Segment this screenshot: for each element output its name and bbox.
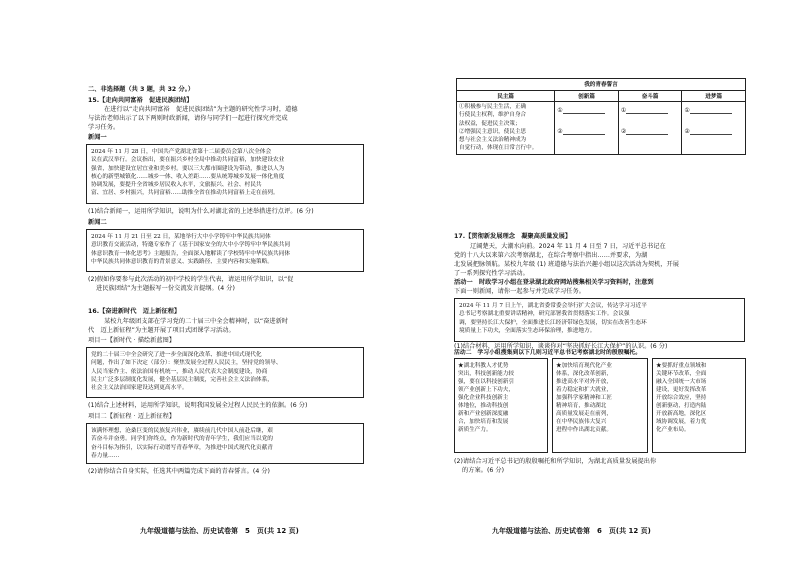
oath-header-innovation: 创新篇: [555, 91, 619, 102]
card-line: 领产业创新上下功夫，: [458, 387, 514, 393]
q17-news-line: 总书记考察湖北重要讲话精神，研究部署我省贯彻落实工作。会议强: [459, 311, 630, 318]
q16-task1: (1)结合上述材料，运用所学知识，说明我国发展全过程人民民主的依据。(6 分): [88, 402, 308, 409]
card-line: 推进高水平对外开放，: [556, 379, 612, 385]
oath-example-line: 想与社会主义法治精神成为: [459, 137, 527, 144]
q17-heading: 17.【贯彻新发展理念 凝聚高质量发展】: [454, 233, 572, 240]
card-line: ★要抓好重点领域和: [656, 363, 707, 369]
q17-intro-line: 党的十八大以来第六次考察湖北，在综合考察中指出……并要求，为湖: [454, 252, 648, 259]
project1-line: 社会主义法治国家建设达到更高水平。: [91, 385, 188, 392]
card-line: 化产业布局。: [656, 427, 690, 433]
oath-header-dream: 进梦篇: [682, 91, 746, 102]
answer-mark: ①: [620, 107, 627, 114]
card-line: 合，加快培育和发展: [458, 419, 509, 425]
activity1-line: 活动一 时政学习小组在登录湖北政府网站搜集相关学习资料时，注意到: [454, 279, 654, 286]
q17-task1: (1)结合材料，运用所学知识，谈谈你对“坚决抓好长江大保护”的认识。(6 分): [454, 343, 668, 350]
news2-title: 新闻二: [88, 219, 107, 226]
card-line: 关键环节改革，全面: [656, 371, 707, 377]
oath-header-democracy: 民主篇: [457, 91, 555, 102]
section-title: 二、非选择题（共 3 题，共 32 分。）: [88, 86, 195, 93]
answer-mark: ②: [620, 128, 627, 135]
project1-line: 党的二十届三中全会研究了进一步全面深化改革、推进中国式现代化: [91, 352, 262, 358]
card-line: 开放新高地，深化区: [656, 411, 707, 417]
answer-blank[interactable]: [690, 128, 732, 135]
card-line: 开放综合效应，坚持: [656, 395, 707, 401]
q16-heading: 16.【奋进新时代 迈上新征程】: [88, 308, 181, 315]
card-line: 精神培育，推动湖北: [556, 403, 607, 409]
card-line: 突出，科技创新能力较: [458, 371, 514, 377]
answer-mark: ①: [557, 107, 563, 114]
project2-line: 春力量……: [91, 452, 120, 459]
q15-intro-line: 与法治老师出示了以下两则时政新闻，请你与同学们一起进行探究并完成: [88, 115, 288, 122]
card-industry-system: [552, 358, 648, 453]
project2-box: [86, 423, 364, 464]
news1-line: 核心的新型城镇化……城乡一体、收入差距……要从统筹城乡发展一体化角度: [91, 173, 285, 180]
q16-task2: (2)请你结合自身实际，任选其中两篇完成下面的青春誓言。(4 分): [88, 468, 271, 475]
card-line: 新质生产力。: [458, 427, 492, 433]
news1-line: 议在武汉举行。会议指出，要在振兴乡村全局中推动共同富裕，加快建设农业: [91, 157, 285, 164]
project1-line: 民主广泛多层制度化发展，健全基层民主制度，完善社会主义法治体系，: [91, 376, 273, 383]
oath-example-line: ①积极参与民主生活，正确: [459, 104, 527, 110]
project2-line: 该满怀理想，沧桑巨变的民族复兴伟业，赓续前几代中国人前赴后继，艰: [91, 428, 273, 434]
answer-blank[interactable]: [563, 128, 605, 135]
news2-line: 2024 年 11 月 21 日至 22 日，某地举行大中小学铸牢中华民族共同体: [91, 234, 271, 240]
answer-blank[interactable]: [563, 107, 605, 114]
q17-news-line: 2024 年 11 月 7 日上午，湖北省委常委会举行扩大会议，传达学习习近平: [459, 303, 647, 309]
card-line: 创新驱动，打造内陆: [656, 403, 707, 409]
oath-example-line: ②增强民主意识，使民主思: [459, 128, 527, 135]
card-line: 着力稳定和扩大就业，: [556, 387, 612, 393]
news2-box: [86, 229, 364, 272]
answer-mark: ②: [684, 128, 690, 135]
card-line: ★加快培育现代化产业: [556, 363, 612, 369]
project2-line: 苦奋斗并奋勇。同学们你终点，作为新时代的青年学生，我们应当以党的: [91, 436, 273, 443]
news1-line: 强省，加快建设宜居宜业和美乡村。要以三大都市圈建设为带动，推进以人为: [91, 165, 285, 172]
project2-line: 奋斗目标为指引，以实际行动谱写青春华章，为推进中国式现代化贡献青: [91, 444, 273, 451]
card-line: 强，要在以科技创新引: [458, 379, 514, 385]
card-line: 强化企业科技创新主: [458, 395, 509, 401]
card-line: 融入全国统一大市场: [656, 379, 707, 385]
q17-task2: (2)请结合习近平总书记的殷殷嘱托和所学知识，为湖北高质量发展提出你: [454, 458, 657, 465]
news2-line: 意识教育交流活动，特邀专家作了《基于国家安全的大中小学铸牢中华民族共同: [91, 242, 291, 249]
answer-mark: ①: [684, 107, 690, 114]
oath-example-line: 行使民主权利，维护自身合: [459, 112, 527, 119]
q15-intro-line: 学习任务。: [88, 124, 120, 131]
card-line: 进程中作出湖北贡献。: [556, 427, 612, 433]
news2-line: 体意识教育一体化思考》主题报告，全面深入地解读了学校铸牢中华民族共同体: [91, 250, 291, 257]
project2-title: 项目二【新征程 · 迈上新征程】: [88, 413, 176, 420]
card-line: 新和产业创新深度融: [458, 411, 509, 417]
q17-task2: 的方案。(6 分): [462, 467, 505, 474]
card-science-talent: [454, 358, 548, 453]
oath-table: [456, 78, 746, 155]
news1-line: 富、宜居、乡村振兴，共同富裕……助推全省在推动共同富裕上走在前列。: [91, 190, 279, 197]
q17-intro-line: 辽阔楚天，大潮水向前。2024 年 11 月 4 日至 7 日，习近平总书记在: [470, 243, 666, 250]
card-reform: [652, 358, 746, 453]
q15-heading: 15.【走向共同富裕 促进民族团结】: [88, 97, 193, 104]
card-line: 加强科学家精神和工匠: [556, 395, 612, 401]
activity1-line: 下面一则新闻，请你一起参与并完成学习任务。: [454, 288, 585, 295]
exam-page-6: [397, 0, 794, 561]
news1-title: 新闻一: [88, 134, 107, 141]
q17-news-line: 境质量上下功夫，全面落实生态环保治理，推进地方。: [459, 327, 596, 334]
news1-line: 2024 年 11 月 28 日，中国共产党湖北省第十二届委员会第八次全体会: [91, 149, 272, 155]
q16-intro-line: 某校九年级团支部在学习党的二十届三中全会精神时，以“奋进新时: [104, 318, 289, 325]
project1-title: 项目一【新时代 · 描绘新蓝图】: [88, 337, 176, 344]
card-line: 体地位，推动科技创: [458, 403, 509, 409]
q17-news-line: 调，要坚持长江大保护，全面推进长江经济带绿色发展，切实在改善生态环: [459, 319, 647, 326]
card-line: 在中华民族伟大复兴: [556, 419, 607, 425]
page-footer: 九年级道德与法治、历史试卷第 6 页(共 12 页): [492, 527, 651, 535]
oath-example-line: 法权益，促进民主决策；: [459, 120, 521, 127]
answer-blank[interactable]: [626, 128, 668, 135]
q15-intro-line: 在进行以“走向共同富裕 促进民族团结”为主题的研究性学习时，道德: [104, 106, 298, 113]
oath-table-title: 我的青春誓言: [457, 79, 746, 91]
oath-example-line: 自觉行动，体现在日常言行中。: [459, 145, 538, 152]
project1-line: 人民当家作主、依法治国有机统一，推动人民代表大会制度建设，协商: [91, 368, 268, 375]
card-line: ★湖北科教人才优势: [458, 363, 509, 369]
q17-intro-line: 了一系列探究性学习活动。: [454, 270, 529, 277]
card-line: 建设，更好发挥改革: [656, 387, 707, 393]
q15-task2: 进民族团结”为主题报写一份交流发言提纲。(4 分): [96, 285, 235, 292]
q15-task2: (2)假如你要参与此次活动的初中学校的学生代表，请运用所学知识，以“促: [88, 276, 294, 283]
q15-task1: (1)结合新闻一，运用所学知识，说明为什么对湖北省的上述举措进行点评。(6 分): [88, 208, 314, 215]
activity2-line: 活动二 学习小组搜集到以下几则习近平总书记考察湖北时的殷殷嘱托。: [454, 350, 642, 356]
news1-line: 协调发展，要提升全省城乡居民收入水平，文旅振兴、社会、村民共: [91, 182, 262, 189]
oath-answer-cell[interactable]: [618, 102, 682, 155]
project1-line: 问题，作出了如下决定（部分）：聚焦发展全过程人民民主，坚持党的领导、: [91, 360, 282, 367]
answer-blank[interactable]: [626, 107, 668, 114]
oath-answer-cell[interactable]: [555, 102, 619, 155]
q17-intro-line: 北发展把脉领航。某校九年级 (1) 班道德与法治兴趣小组以这次活动为契机，开展: [454, 261, 680, 268]
card-line: 高质量发展走在前列，: [556, 411, 612, 417]
oath-header-struggle: 奋斗篇: [618, 91, 682, 102]
q16-intro-line: 代 迈上新征程”为主题开展了项目式团课学习活动。: [88, 327, 235, 334]
answer-mark: ②: [557, 128, 563, 135]
oath-answer-cell[interactable]: [682, 102, 746, 155]
oath-example: [457, 102, 555, 155]
news2-line: 中华民族共同体意识教育的背景意义、实践路径、主要内容和实施策略。: [91, 258, 273, 265]
q17-news-box: [454, 298, 745, 342]
card-line: 体系，深化改革创新，: [556, 371, 612, 377]
news1-box: [86, 144, 364, 204]
project1-box: [86, 347, 364, 398]
page-footer: 九年级道德与法治、历史试卷第 5 页(共 12 页): [140, 527, 299, 535]
card-line: 域协调发展，着力优: [656, 419, 707, 425]
answer-blank[interactable]: [690, 107, 732, 114]
